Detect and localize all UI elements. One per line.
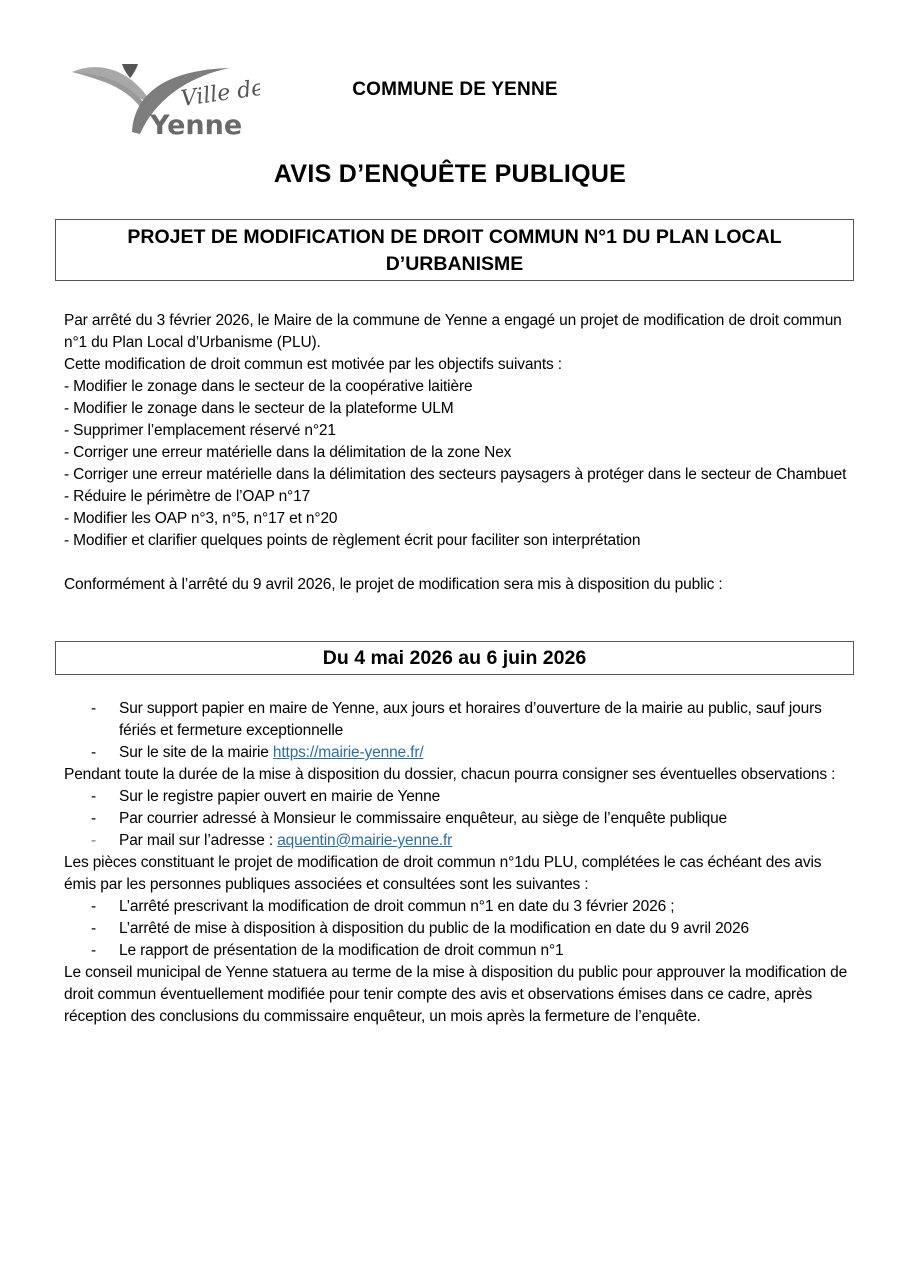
list-item [64,918,854,940]
mairie-website-link[interactable]: https://mairie-yenne.fr/ [272,744,424,761]
dash-bullet: - [91,810,97,827]
observations-intro: Pendant toute la durée de la mise à disposition du dossier, chacun pourra consigner ses éventuelles observations : [64,766,836,783]
objective-item: - Réduire le périmètre de l’OAP n°17 [64,488,311,505]
objectives-intro: Cette modification de droit commun est motivée par les objectifs suivants : [64,356,562,373]
dash-bullet: - [91,920,97,937]
list-item [64,786,854,808]
objective-item: - Supprimer l’emplacement réservé n°21 [64,422,336,439]
dash-bullet: - [91,898,97,915]
pieces-intro: Les pièces constituant le projet de modification de droit commun n°1du PLU, complétées le cas échéant des avis émis par les personnes publiques associées et consultées sont les suivantes : [64,854,822,893]
dash-bullet: - [91,832,97,849]
list-item [64,940,854,962]
objective-item: - Corriger une erreur matérielle dans la délimitation de la zone Nex [64,444,512,461]
observations-list [64,786,854,852]
pieces-list [64,896,854,962]
list-item [64,808,854,830]
dash-bullet: - [91,744,97,761]
intro-section [64,310,854,596]
list-item-text: Sur le registre papier ouvert en mairie de Yenne [119,788,441,805]
dash-bullet: - [91,942,97,959]
list-item [64,698,854,742]
email-link[interactable]: aquentin@mairie-yenne.fr [277,832,453,849]
date-range-box: Du 4 mai 2026 au 6 juin 2026 [55,641,854,675]
conclusion-paragraph: Le conseil municipal de Yenne statuera au terme de la mise à disposition du public pour approuver la modification de droit commun éventuellement modifiée pour tenir compte des avis et observations émises dans ce cadre, après réception des conclusions du commissaire enquêteur, un mois après la fermeture de l’enquête. [64,964,848,1025]
dash-bullet: - [91,788,97,805]
commune-name: COMMUNE DE YENNE [352,79,558,100]
svg-text:Yenne: Yenne [150,110,243,140]
list-item-text: Par mail sur l’adresse : [119,832,278,849]
project-title-line-1: PROJET DE MODIFICATION DE DROIT COMMUN N°1 DU PLAN LOCAL [127,226,782,248]
conformity-paragraph: Conformément à l’arrêté du 9 avril 2026, le projet de modification sera mis à disposition du public : [64,576,723,593]
list-item [64,830,854,852]
availability-list [64,698,854,764]
list-item-text: L’arrêté de mise à disposition à disposition du public de la modification en date du 9 avril 2026 [119,920,749,937]
objective-item: - Modifier les OAP n°3, n°5, n°17 et n°20 [64,510,338,527]
list-item [64,896,854,918]
list-item [64,742,854,764]
svg-text:Ville de: Ville de [179,75,260,112]
objective-item: - Modifier le zonage dans le secteur de la plateforme ULM [64,400,454,417]
dash-bullet: - [91,700,97,717]
details-section [64,698,854,1028]
page-title: AVIS D’ENQUÊTE PUBLIQUE [273,160,627,188]
objective-item: - Modifier le zonage dans le secteur de la coopérative laitière [64,378,473,395]
list-item-text: L’arrêté prescrivant la modification de droit commun n°1 en date du 3 février 2026 ; [119,898,675,915]
list-item-text: Par courrier adressé à Monsieur le commissaire enquêteur, au siège de l’enquête publique [119,810,728,827]
list-item-text: Sur le site de la mairie [119,744,273,761]
intro-paragraph: Par arrêté du 3 février 2026, le Maire de la commune de Yenne a engagé un projet de modification de droit commun n°1 du Plan Local d’Urbanisme (PLU). [64,312,842,351]
objective-item: - Corriger une erreur matérielle dans la délimitation des secteurs paysagers à protéger dans le secteur de Chambuet [64,466,847,483]
project-title-box [55,219,854,281]
list-item-text: Le rapport de présentation de la modification de droit commun n°1 [119,942,564,959]
objective-item: - Modifier et clarifier quelques points de règlement écrit pour faciliter son interprétation [64,532,641,549]
project-title-line-2: D’URBANISME [385,253,524,275]
list-item-text: Sur support papier en maire de Yenne, aux jours et horaires d’ouverture de la mairie au public, sauf jours fériés et fermeture exceptionnelle [119,700,822,739]
